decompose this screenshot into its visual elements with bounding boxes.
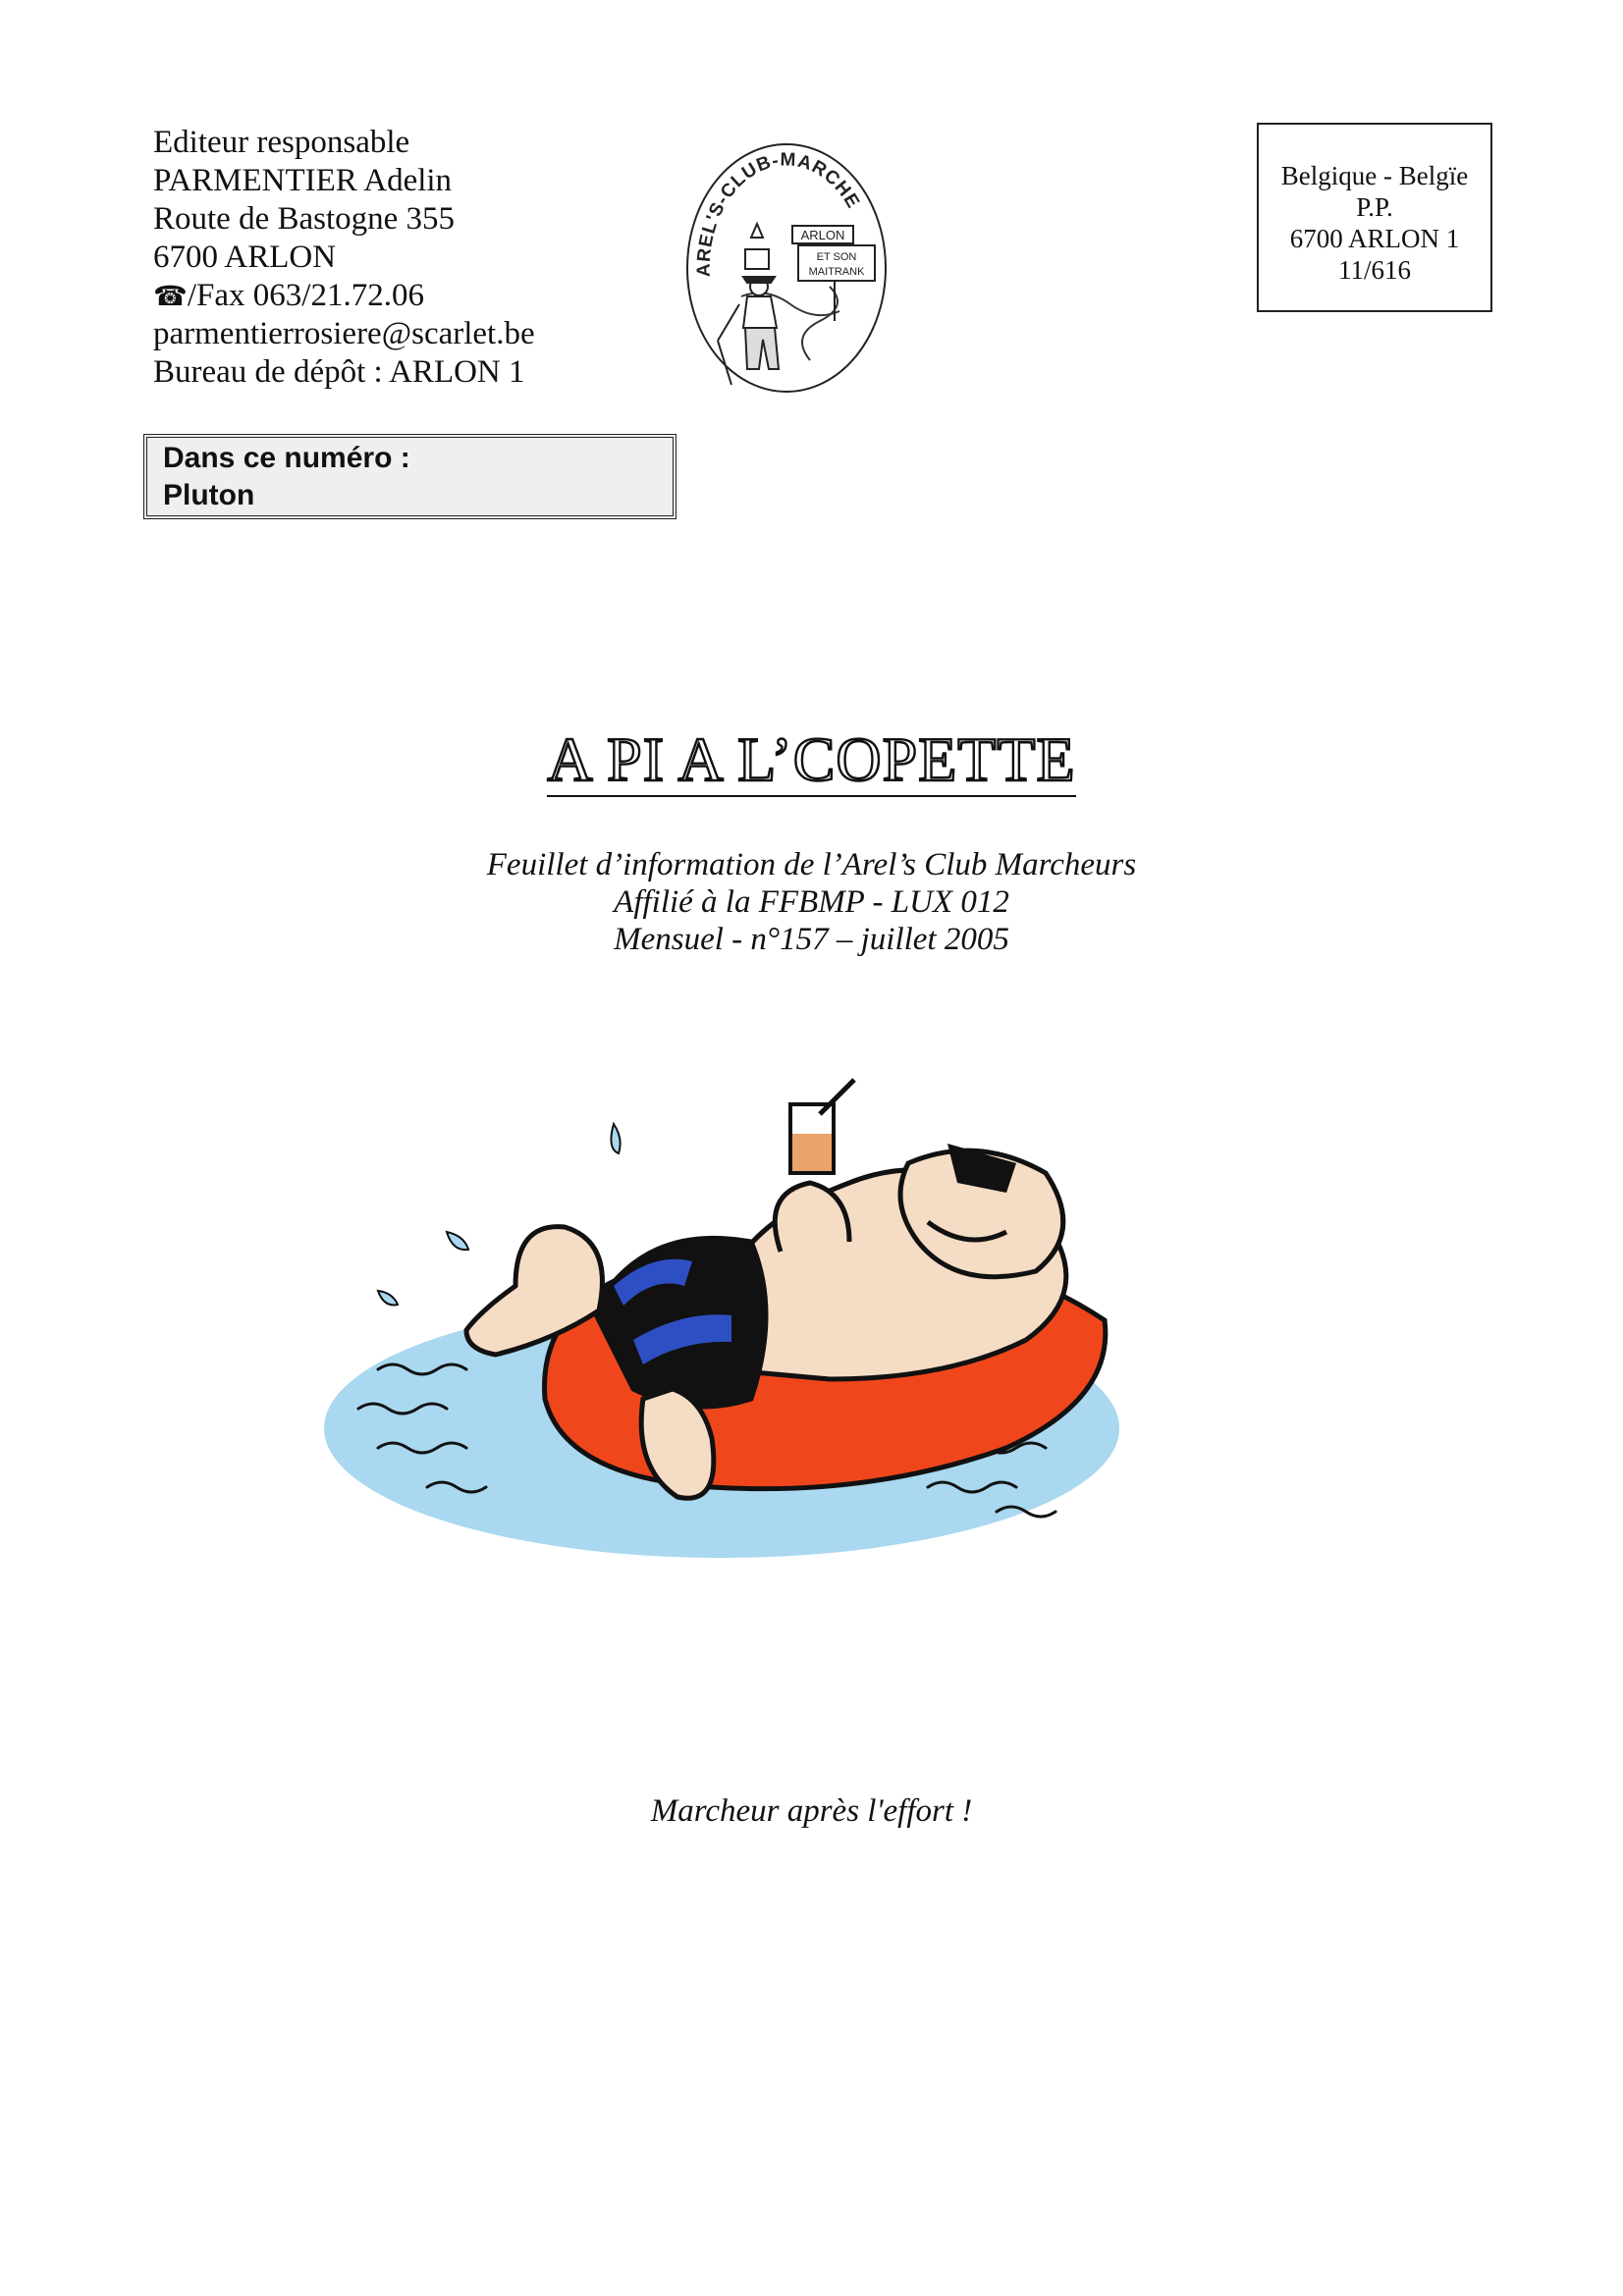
subtitle-line-3: Mensuel - n°157 – juillet 2005 [614, 922, 1009, 957]
cartoon-illustration [319, 1075, 1124, 1566]
editor-street: Route de Bastogne 355 [153, 201, 456, 237]
editor-city: 6700 ARLON [153, 240, 337, 275]
subtitle-line-1: Feuillet d’information de l’Arel’s Club Marcheurs [486, 847, 1137, 882]
editor-block [153, 124, 535, 392]
editor-phone-fax [153, 277, 535, 315]
newsletter-title-text: A PI A L’COPETTE [547, 724, 1075, 797]
editor-email: parmentierrosiere@scarlet.be [153, 316, 535, 351]
editor-depot: Bureau de dépôt : ARLON 1 [153, 354, 525, 390]
toc-box [143, 434, 676, 519]
telephone-icon: ☎ [153, 280, 188, 312]
drink-liquid [792, 1134, 832, 1171]
logo-sign-line2: MAITRANK [808, 266, 865, 278]
newsletter-title [0, 722, 1623, 797]
postage-office: 6700 ARLON 1 [1289, 224, 1460, 253]
postage-pp: P.P. [1356, 192, 1393, 222]
postage-number: 11/616 [1338, 255, 1411, 285]
cartoon-caption: Marcheur après l'effort ! [650, 1793, 973, 1829]
toc-item: Pluton [163, 479, 255, 511]
postage-country: Belgique - Belgïe [1280, 161, 1469, 190]
editor-name: PARMENTIER Adelin [153, 163, 453, 198]
logo-ring-text: AREL'S-CLUB-MARCHE [693, 149, 864, 278]
editor-label: Editeur responsable [153, 125, 410, 160]
postage-box [1257, 123, 1492, 312]
phone-fax-number: /Fax 063/21.72.06 [187, 278, 424, 313]
logo-sign-arlon: ARLON [800, 228, 845, 242]
drink-straw [820, 1080, 854, 1114]
newsletter-subtitle [0, 846, 1623, 958]
toc-heading: Dans ce numéro : [163, 442, 410, 474]
club-logo [682, 139, 891, 397]
logo-sign-line1: ET SON [816, 251, 857, 263]
subtitle-line-2: Affilié à la FFBMP - LUX 012 [614, 884, 1009, 920]
